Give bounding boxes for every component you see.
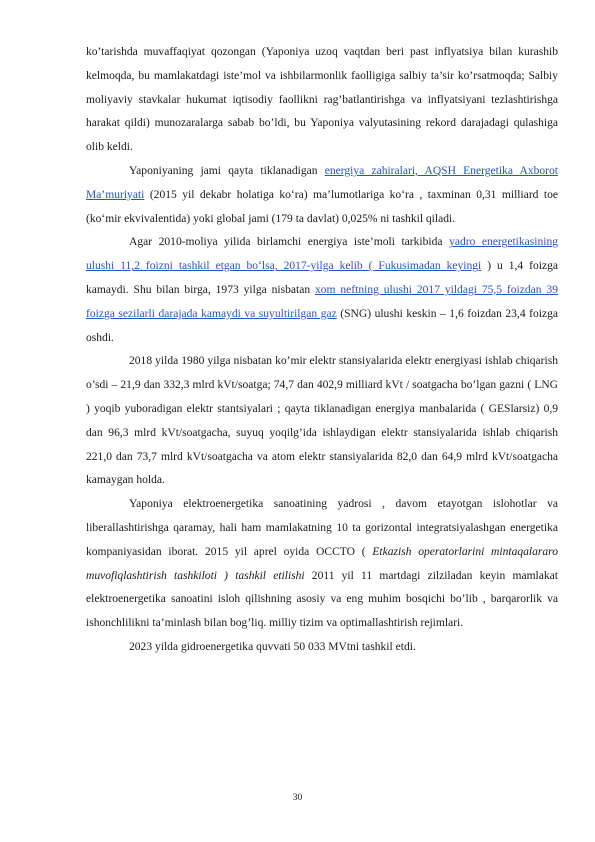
paragraph-text: 2011 yil 11 martdagi zilziladan keyin mamlakat elektroenergetika sanoatini isloh qilishning asosiy va eng muhim bosqichi bo’lib , barqarorlik va ishonchlilikni ta’minlash bilan bog’liq. milliy tizim va optimallashtirish rejimlari. (86, 569, 558, 630)
paragraph-inflation: ko’tarishda muvaffaqiyat qozongan (Yaponiya uzoq vaqtdan beri past inflyatsiya bilan kurashib kelmoqda, bu mamlakatdagi iste’mol va ishbilarmonlik faolligiga salbiy ta’sir ko’rsatmoqda; Salbiy moliyaviy stavkalar hukumat iqtisodiy faollikni rag’batlantirishga va inflyatsiyani tezlashtirishga harakat qildi) munozaralarga sabab bo’ldi, bu Yaponiya valyutasining rekord darajadagi qulashiga olib keldi. (86, 46, 558, 154)
link-crude-oil-share[interactable]: xom neftning ulushi 2017 yildagi 75,5 foizdan 39 foizga sezilarli darajada kamaydi va suyultirilgan gaz (86, 283, 558, 320)
paragraph-power-generation: 2018 yilda 1980 yilga nisbatan ko’mir elektr stansiyalarida elektr energiyasi ishlab chiqarish o’sdi – 21,9 dan 332,3 mlrd kVt/soatga; 74,7 dan 402,9 milliard kVt / soatgacha bo’lgan gazni ( LNG ) yoqib yuboradigan elektr stantsiyalari ; qayta tiklanadigan energiya manbalarida ( GESlarsiz) 0,9 dan 96,3 mlrd kVt/soatgacha, suyuq yoqilg’ida ishlaydigan elektr stansiyalarida ishlab chiqarish 221,0 dan 73,7 mlrd kVt/soatgacha va atom elektr stansiyalarida 82,0 dan 64,9 mlrd kVt/soatgacha kamaygan holda. (86, 355, 558, 487)
paragraph-text: (2015 yil dekabr holatiga ko‘ra) ma’lumotlariga ko‘ra , taxminan 0,31 milliard toe (ko‘mir ekvivalentida) yoki global jami (179 ta davlat) 0,025% ni tashkil qiladi. (86, 188, 558, 225)
paragraph-electricity-industry (86, 493, 558, 636)
paragraph-text: (SNG) ulushi keskin – 1,6 foizdan 23,4 foizga oshdi. (86, 307, 558, 344)
paragraph-renewable-reserves (86, 160, 558, 231)
link-nuclear-share[interactable]: yadro energetikasining ulushi 11,2 foizni tashkil etgan bo‘lsa, 2017-yilga kelib ( Fukusimadan keyingi (86, 236, 558, 273)
link-energy-reserves-eia[interactable]: energiya zahiralari, AQSH Energetika Axborot Ma’muriyati (86, 164, 558, 201)
paragraph-text: Agar 2010-moliya yilida birlamchi energiya iste’moli tarkibida (129, 236, 450, 249)
paragraph-energy-mix (86, 231, 558, 350)
page-number: 30 (292, 793, 303, 803)
paragraph-text: Yaponiya elektroenergetika sanoatining yadrosi , davom etayotgan islohotlar va liberallashtirishga qaramay, hali ham mamlakatning 10 ta gorizontal integratsiyalashgan energetika kompaniyasidan iborat. 2015 yil aprel oyida OCCTO ( (86, 498, 558, 558)
paragraph-text: ) u 1,4 foizga kamaydi. Shu bilan birga, 1973 yilga nisbatan (86, 260, 559, 296)
occto-italic-text: Etkazish operatorlarini mintaqalararo muvofiqlashtirish tashkiloti ) tashkil etilishi (86, 545, 558, 582)
paragraph-text: Yaponiyaning jami qayta tiklanadigan (129, 164, 325, 177)
paragraph-hydro-capacity: 2023 yilda gidroenergetika quvvati 50 033 MVtni tashkil etdi. (129, 640, 416, 653)
document-page (86, 41, 558, 660)
